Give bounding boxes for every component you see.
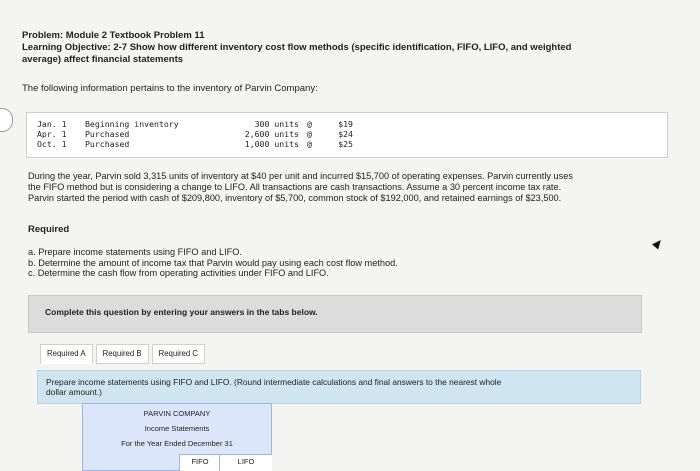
column-header-lifo: LIFO <box>219 454 272 471</box>
problem-title: Problem: Module 2 Textbook Problem 11 <box>22 30 205 41</box>
intro-text: The following information pertains to the inventory of Parvin Company: <box>22 83 318 94</box>
inventory-date: Apr. 1 <box>37 129 67 139</box>
description-line: the FIFO method but is considering a change to LIFO. All transactions are cash transactions. Assume a 30 percent income tax rate. <box>28 182 562 192</box>
income-statement-table <box>82 403 272 471</box>
inventory-cost: $24 <box>338 129 353 139</box>
tab-required-b[interactable]: Required B <box>96 344 149 364</box>
instruction-line: Prepare income statements using FIFO and LIFO. (Round intermediate calculations and final answers to the nearest whole <box>46 377 502 387</box>
problem-header <box>22 30 662 66</box>
statement-title: Income Statements <box>144 424 210 433</box>
required-item-c: c. Determine the cash flow from operating activities under FIFO and LIFO. <box>28 268 329 278</box>
learning-objective: Learning Objective: 2-7 Show how different inventory cost flow methods (specific identification, FIFO, LIFO, and weighted <box>22 42 572 53</box>
inventory-at: @ <box>307 139 312 149</box>
inventory-at: @ <box>307 129 312 139</box>
inventory-desc: Beginning inventory <box>85 119 179 129</box>
answer-tabs <box>40 344 208 364</box>
inventory-table <box>26 112 668 158</box>
mouse-cursor-icon <box>652 237 664 249</box>
instruction-box <box>37 370 641 404</box>
description-line: During the year, Parvin sold 3,315 units of inventory at $40 per unit and incurred $15,700 of operating expenses. Parvin currently uses <box>28 171 573 181</box>
inventory-desc: Purchased <box>85 139 130 149</box>
tab-required-a[interactable]: Required A <box>40 344 93 364</box>
side-panel-toggle[interactable] <box>0 108 13 132</box>
required-list <box>28 247 398 279</box>
column-header-fifo: FIFO <box>179 454 220 471</box>
instruction-line: dollar amount.) <box>46 387 102 397</box>
required-heading: Required <box>28 224 70 235</box>
complete-question-text: Complete this question by entering your answers in the tabs below. <box>45 307 318 317</box>
required-item-b: b. Determine the amount of income tax that Parvin would pay using each cost flow method. <box>28 257 398 268</box>
inventory-units: 300 units <box>254 119 299 129</box>
inventory-desc: Purchased <box>85 129 130 139</box>
inventory-units: 2,600 units <box>244 129 299 139</box>
description-line: Parvin started the period with cash of $209,800, inventory of $5,700, common stock of $192,000, and retained earnings of $23,500. <box>28 193 562 203</box>
inventory-date: Jan. 1 <box>37 119 67 129</box>
inventory-date: Oct. 1 <box>37 139 67 149</box>
problem-description <box>28 171 668 204</box>
statement-period: For the Year Ended December 31 <box>121 439 233 448</box>
company-name: PARVIN COMPANY <box>143 409 211 418</box>
inventory-units: 1,000 units <box>244 139 299 149</box>
learning-objective-cont: average) affect financial statements <box>22 54 184 65</box>
complete-question-banner <box>28 295 642 333</box>
inventory-cost: $19 <box>338 119 353 129</box>
inventory-cost: $25 <box>338 139 353 149</box>
inventory-at: @ <box>307 119 312 129</box>
tab-required-c[interactable]: Required C <box>152 344 205 364</box>
required-item-a: a. Prepare income statements using FIFO and LIFO. <box>28 247 242 257</box>
